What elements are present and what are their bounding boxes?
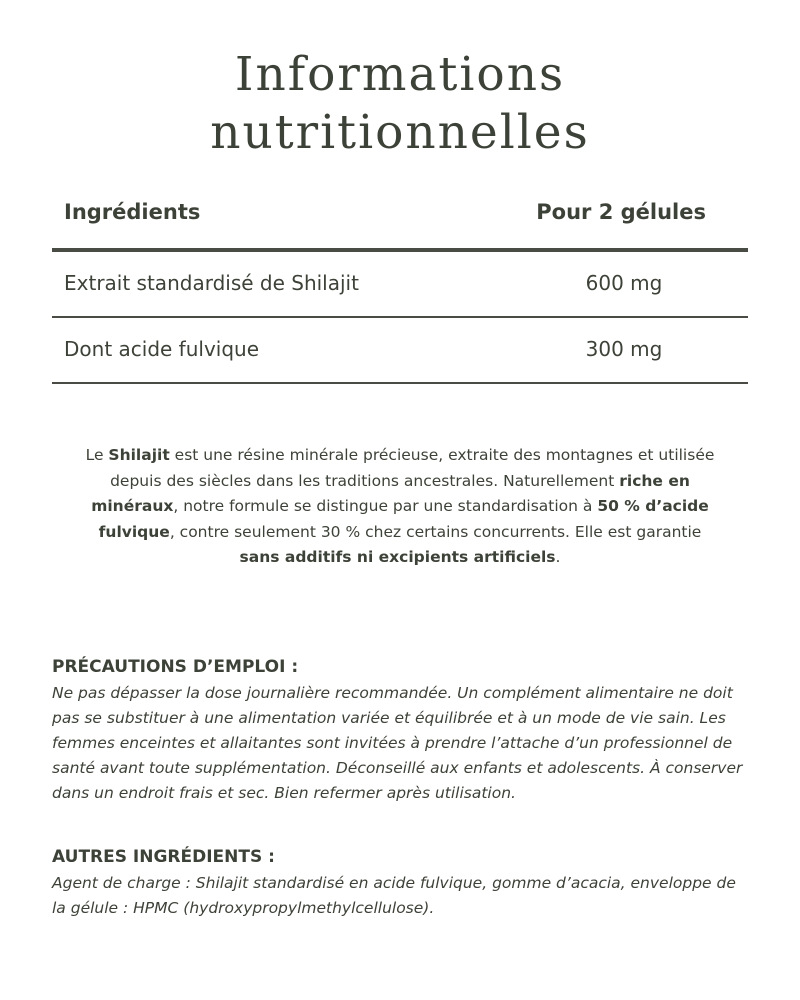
- title-line-2: nutritionnelles: [210, 105, 590, 160]
- nutrition-table: [52, 184, 748, 384]
- table-row: [52, 252, 748, 318]
- row-amount: 600 mg: [585, 271, 663, 295]
- description-text: , contre seulement 30 % chez certains concurrents. Elle est garantie: [169, 522, 702, 541]
- row-ingredient: Dont acide fulvique: [64, 337, 260, 361]
- description-text: Le: [85, 446, 109, 464]
- other-ingredients-heading: AUTRES INGRÉDIENTS :: [52, 847, 275, 867]
- precautions-section: [52, 655, 752, 806]
- page-title: [0, 46, 800, 162]
- description-text: , notre formule se distingue par une standardisation à: [173, 497, 598, 515]
- other-ingredients-text: Agent de charge : Shilajit standardisé en acide fulvique, gomme d’acacia, enveloppe de la gélule : HPMC (hydroxypropylmethylcellulose).: [52, 874, 736, 917]
- title-line-1: Informations: [234, 47, 566, 102]
- description-emphasis: 50 % d’acide fulvique: [98, 497, 709, 541]
- description-emphasis: sans additifs ni excipients artificiels: [239, 548, 556, 566]
- precautions-heading: PRÉCAUTIONS D’EMPLOI :: [52, 657, 299, 677]
- row-ingredient: Extrait standardisé de Shilajit: [64, 271, 359, 295]
- other-ingredients-section: [52, 845, 752, 921]
- description-text: .: [555, 548, 561, 566]
- product-description: [80, 443, 720, 571]
- table-row: [52, 318, 748, 384]
- header-ingredients: Ingrédients: [64, 200, 201, 224]
- precautions-text: Ne pas dépasser la dose journalière recommandée. Un complément alimentaire ne doit pas se substituer à une alimentation variée et équilibrée et à un mode de vie sain. Les femmes enceintes et allaitantes sont invitées à prendre l’attache d’un professionnel de santé avant toute supplémentation. Déconseillé aux enfants et adolescents. À conserver dans un endroit frais et sec. Bien refermer après utilisation.: [52, 684, 743, 802]
- description-emphasis: Shilajit: [108, 446, 170, 464]
- row-amount: 300 mg: [585, 337, 663, 361]
- description-text: est une résine minérale précieuse, extraite des montagnes et utilisée depuis des siècles dans les traditions ancestrales. Naturellement: [110, 446, 715, 490]
- header-per-two-capsules: Pour 2 gélules: [536, 200, 706, 224]
- table-header: [52, 184, 748, 252]
- description-emphasis: riche en minéraux: [91, 471, 690, 515]
